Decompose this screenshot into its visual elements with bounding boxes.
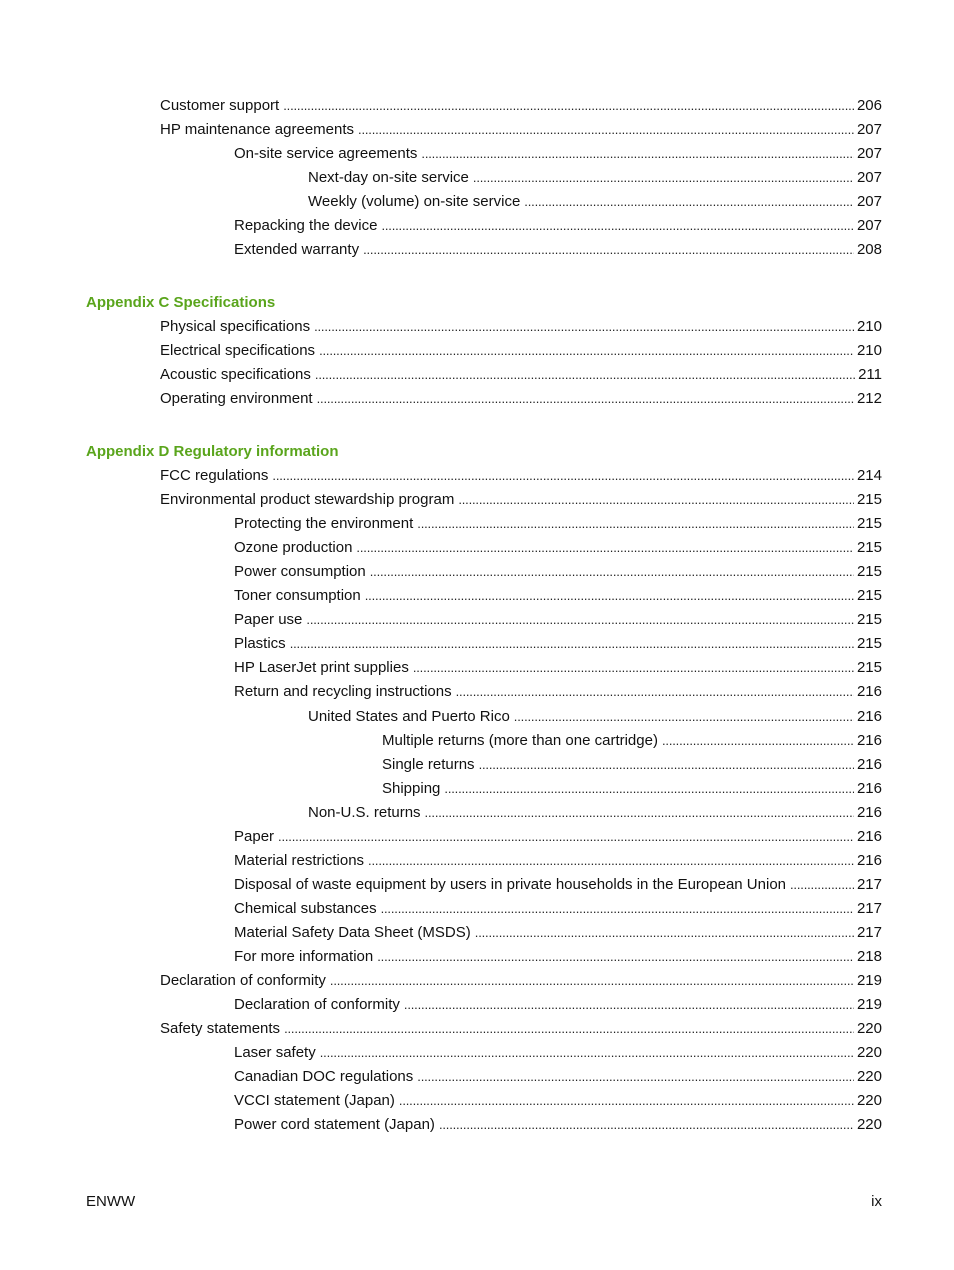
toc-entry-page: 215 bbox=[856, 539, 882, 556]
toc-entry-page: 218 bbox=[856, 948, 882, 965]
dot-leader bbox=[330, 971, 854, 991]
dot-leader bbox=[404, 995, 854, 1015]
dot-leader bbox=[381, 899, 854, 919]
toc-entry[interactable] bbox=[234, 899, 882, 919]
toc-entry-page: 206 bbox=[856, 97, 882, 114]
toc-entry-page: 207 bbox=[856, 121, 882, 138]
dot-leader bbox=[370, 562, 854, 582]
toc-entry[interactable] bbox=[234, 875, 882, 895]
dot-leader bbox=[368, 851, 854, 871]
dot-leader bbox=[524, 192, 854, 212]
dot-leader bbox=[439, 1115, 854, 1135]
toc-entry-title: Declaration of conformity bbox=[234, 996, 400, 1013]
dot-leader bbox=[475, 923, 854, 943]
dot-leader bbox=[365, 586, 854, 606]
dot-leader bbox=[399, 1091, 854, 1111]
dot-leader bbox=[290, 634, 854, 654]
toc-entry-page: 210 bbox=[856, 318, 882, 335]
toc-entry-title: Acoustic specifications bbox=[160, 366, 311, 383]
toc-entry[interactable] bbox=[160, 466, 882, 486]
dot-leader bbox=[320, 1043, 854, 1063]
toc-entry[interactable] bbox=[234, 995, 882, 1015]
toc-entry[interactable] bbox=[308, 192, 882, 212]
toc-entry[interactable] bbox=[234, 682, 882, 702]
toc-entry-page: 214 bbox=[856, 467, 882, 484]
toc-entry-page: 215 bbox=[856, 659, 882, 676]
toc-entry-title: Next-day on-site service bbox=[308, 169, 469, 186]
dot-leader bbox=[377, 947, 854, 967]
toc-entry-page: 215 bbox=[856, 587, 882, 604]
dot-leader bbox=[421, 144, 854, 164]
toc-entry-title: On-site service agreements bbox=[234, 145, 418, 162]
toc-entry-page: 216 bbox=[856, 683, 882, 700]
toc-entry[interactable] bbox=[234, 634, 882, 654]
toc-entry-page: 220 bbox=[856, 1116, 882, 1133]
toc-entry-title: Protecting the environment bbox=[234, 515, 414, 532]
toc-entry-title: United States and Puerto Rico bbox=[308, 708, 510, 725]
toc-entry[interactable] bbox=[234, 947, 882, 967]
toc-entry-title: VCCI statement (Japan) bbox=[234, 1092, 395, 1109]
dot-leader bbox=[413, 658, 854, 678]
toc-entry[interactable] bbox=[160, 341, 882, 361]
toc-entry[interactable] bbox=[160, 389, 882, 409]
toc-entry-title: Non-U.S. returns bbox=[308, 804, 421, 821]
toc-entry[interactable] bbox=[234, 827, 882, 847]
toc-entry-title: Laser safety bbox=[234, 1044, 316, 1061]
dot-leader bbox=[479, 755, 854, 775]
toc-entry[interactable] bbox=[160, 490, 882, 510]
toc-entry[interactable] bbox=[382, 731, 882, 751]
toc-entry[interactable] bbox=[160, 96, 882, 116]
dot-leader bbox=[319, 341, 854, 361]
toc-entry[interactable] bbox=[160, 365, 882, 385]
toc-entry[interactable] bbox=[234, 240, 882, 260]
toc-entry-page: 216 bbox=[856, 732, 882, 749]
toc-entry-page: 216 bbox=[856, 780, 882, 797]
toc-entry[interactable] bbox=[234, 586, 882, 606]
toc-entry[interactable] bbox=[382, 755, 882, 775]
toc-entry-title: Repacking the device bbox=[234, 217, 378, 234]
dot-leader bbox=[278, 827, 854, 847]
toc-entry-page: 207 bbox=[856, 145, 882, 162]
toc-entry-page: 216 bbox=[856, 852, 882, 869]
toc-entry[interactable] bbox=[234, 144, 882, 164]
toc-entry-title: Disposal of waste equipment by users in private households in the European Union bbox=[234, 876, 786, 893]
toc-entry-title: HP LaserJet print supplies bbox=[234, 659, 409, 676]
dot-leader bbox=[662, 731, 854, 751]
toc-entry[interactable] bbox=[308, 168, 882, 188]
toc-entry-page: 215 bbox=[856, 515, 882, 532]
toc-entry[interactable] bbox=[160, 317, 882, 337]
toc-entry[interactable] bbox=[160, 971, 882, 991]
dot-leader bbox=[473, 168, 854, 188]
toc-entry-page: 220 bbox=[856, 1092, 882, 1109]
toc-entry-title: Electrical specifications bbox=[160, 342, 316, 359]
toc-entry[interactable] bbox=[234, 1115, 882, 1135]
toc-entry-title: FCC regulations bbox=[160, 467, 269, 484]
toc-entry-title: Material Safety Data Sheet (MSDS) bbox=[234, 924, 471, 941]
toc-entry-page: 207 bbox=[856, 193, 882, 210]
toc-entry[interactable] bbox=[308, 707, 882, 727]
toc-entry-page: 216 bbox=[856, 828, 882, 845]
dot-leader bbox=[358, 120, 854, 140]
toc-entry-title: Paper bbox=[234, 828, 275, 845]
toc-entry[interactable] bbox=[234, 851, 882, 871]
toc-entry-page: 216 bbox=[856, 756, 882, 773]
toc-entry-page: 215 bbox=[856, 611, 882, 628]
toc-entry-page: 207 bbox=[856, 169, 882, 186]
toc-entry-title: HP maintenance agreements bbox=[160, 121, 355, 138]
toc-entry-page: 210 bbox=[856, 342, 882, 359]
appendix-c-heading[interactable]: Appendix C Specifications bbox=[86, 294, 276, 311]
toc-entry-page: 220 bbox=[856, 1068, 882, 1085]
toc-entry-page: 216 bbox=[856, 804, 882, 821]
dot-leader bbox=[425, 803, 854, 823]
toc-entry-title: Weekly (volume) on-site service bbox=[308, 193, 521, 210]
toc-entry-page: 211 bbox=[858, 366, 882, 383]
toc-entry-title: Single returns bbox=[382, 756, 475, 773]
dot-leader bbox=[317, 389, 854, 409]
footer-doc-code: ENWW bbox=[86, 1193, 136, 1210]
toc-entry[interactable] bbox=[160, 120, 882, 140]
toc-entry-page: 215 bbox=[856, 491, 882, 508]
toc-entry-page: 219 bbox=[856, 996, 882, 1013]
toc-entry-title: Plastics bbox=[234, 635, 286, 652]
toc-entry-page: 216 bbox=[856, 708, 882, 725]
toc-entry-title: Environmental product stewardship program bbox=[160, 491, 455, 508]
dot-leader bbox=[444, 779, 854, 799]
toc-entry-page: 219 bbox=[856, 972, 882, 989]
dot-leader bbox=[790, 875, 854, 895]
toc-entry[interactable] bbox=[234, 1043, 882, 1063]
dot-leader bbox=[456, 682, 854, 702]
toc-entry-title: Extended warranty bbox=[234, 241, 360, 258]
toc-entry-page: 215 bbox=[856, 563, 882, 580]
dot-leader bbox=[356, 538, 854, 558]
toc-entry[interactable] bbox=[234, 610, 882, 630]
dot-leader bbox=[314, 317, 854, 337]
toc-entry-title: Multiple returns (more than one cartridge) bbox=[382, 732, 658, 749]
toc-entry-title: Power cord statement (Japan) bbox=[234, 1116, 435, 1133]
toc-entry[interactable] bbox=[308, 803, 882, 823]
toc-entry-page: 217 bbox=[856, 900, 882, 917]
toc-entry[interactable] bbox=[160, 1019, 882, 1039]
toc-entry-page: 208 bbox=[856, 241, 882, 258]
toc-entry[interactable] bbox=[234, 1067, 882, 1087]
toc-entry-title: Physical specifications bbox=[160, 318, 311, 335]
toc-entry-page: 217 bbox=[856, 924, 882, 941]
dot-leader bbox=[381, 216, 854, 236]
dot-leader bbox=[458, 490, 854, 510]
toc-entry[interactable] bbox=[382, 779, 882, 799]
dot-leader bbox=[315, 365, 855, 385]
footer-page-number: ix bbox=[871, 1193, 882, 1210]
toc-entry[interactable] bbox=[234, 216, 882, 236]
toc-entry[interactable] bbox=[234, 923, 882, 943]
dot-leader bbox=[283, 96, 854, 116]
toc-entry-title: Toner consumption bbox=[234, 587, 361, 604]
toc-entry[interactable] bbox=[234, 514, 882, 534]
toc-entry-title: Declaration of conformity bbox=[160, 972, 326, 989]
dot-leader bbox=[306, 610, 854, 630]
toc-entry-title: Safety statements bbox=[160, 1020, 281, 1037]
toc-entry-title: Shipping bbox=[382, 780, 441, 797]
toc-entry[interactable] bbox=[234, 1091, 882, 1111]
toc-entry-page: 220 bbox=[856, 1020, 882, 1037]
toc-entry-page: 220 bbox=[856, 1044, 882, 1061]
dot-leader bbox=[272, 466, 854, 486]
toc-entry-title: Material restrictions bbox=[234, 852, 365, 869]
dot-leader bbox=[514, 707, 854, 727]
dot-leader bbox=[417, 514, 854, 534]
toc-entry-title: Return and recycling instructions bbox=[234, 683, 452, 700]
toc-entry-page: 217 bbox=[856, 876, 882, 893]
toc-entry-title: Chemical substances bbox=[234, 900, 377, 917]
toc-entry-title: Paper use bbox=[234, 611, 303, 628]
toc-entry-page: 207 bbox=[856, 217, 882, 234]
toc-entry-title: Ozone production bbox=[234, 539, 353, 556]
toc-entry[interactable] bbox=[234, 658, 882, 678]
toc-entry[interactable] bbox=[234, 538, 882, 558]
toc-entry-title: Operating environment bbox=[160, 390, 313, 407]
toc-entry-title: For more information bbox=[234, 948, 374, 965]
dot-leader bbox=[363, 240, 854, 260]
toc-entry-title: Canadian DOC regulations bbox=[234, 1068, 414, 1085]
toc-entry[interactable] bbox=[234, 562, 882, 582]
appendix-d-heading[interactable]: Appendix D Regulatory information bbox=[86, 443, 339, 460]
toc-entry-title: Customer support bbox=[160, 97, 280, 114]
dot-leader bbox=[417, 1067, 854, 1087]
dot-leader bbox=[284, 1019, 854, 1039]
toc-entry-page: 215 bbox=[856, 635, 882, 652]
toc-entry-title: Power consumption bbox=[234, 563, 366, 580]
toc-entry-page: 212 bbox=[856, 390, 882, 407]
